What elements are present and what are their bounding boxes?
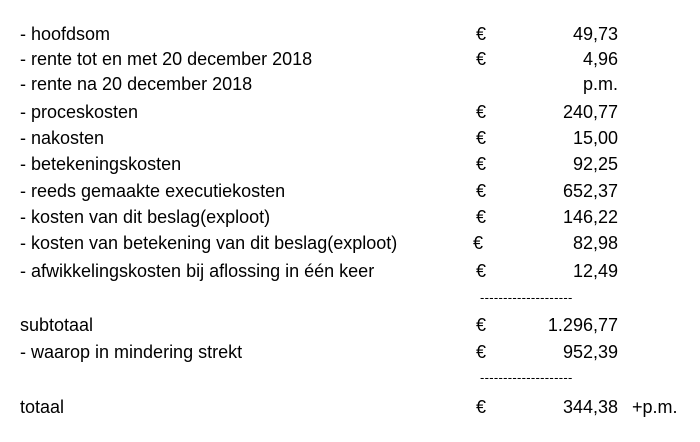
subtotal-label: subtotaal [20,315,94,335]
item-amount: 49,73 [572,24,618,44]
item-amount: 82,98 [572,233,618,253]
line-item-rente-tot [0,47,700,71]
separator-line [0,368,700,388]
line-item-rente-na [0,72,700,96]
currency-symbol: € [476,49,487,69]
item-label: - rente na 20 december 2018 [20,74,253,94]
currency-symbol: € [476,102,487,122]
item-label: - kosten van betekening van dit beslag(exploot) [20,233,398,253]
line-item-executiekosten [0,179,700,203]
currency-symbol: € [476,315,487,335]
line-item-betekening-beslag [0,231,700,255]
item-amount: 12,49 [572,261,618,281]
line-item-nakosten [0,126,700,150]
total-row [0,395,700,419]
currency-symbol: € [476,207,487,227]
separator-line [0,288,700,308]
reduction-label: - waarop in mindering strekt [20,342,243,362]
subtotal-row [0,313,700,337]
item-label: - nakosten [20,128,105,148]
dash-rule: -------------------- [480,290,573,305]
currency-symbol: € [476,261,487,281]
dash-rule: -------------------- [480,370,573,385]
item-label: - proceskosten [20,102,139,122]
reduction-row [0,340,700,364]
item-amount: 92,25 [572,154,618,174]
currency-symbol: € [476,154,487,174]
item-amount: 240,77 [562,102,618,122]
currency-symbol: € [476,24,487,44]
line-item-hoofdsom [0,22,700,46]
item-amount: 4,96 [582,49,618,69]
currency-symbol: € [476,397,487,417]
line-item-proceskosten [0,100,700,124]
item-label: - hoofdsom [20,24,111,44]
item-amount: p.m. [582,74,618,94]
total-amount: 344,38 [562,397,618,417]
reduction-amount: 952,39 [562,342,618,362]
subtotal-amount: 1.296,77 [547,315,618,335]
item-label: - kosten van dit beslag(exploot) [20,207,271,227]
item-amount: 652,37 [562,181,618,201]
total-suffix: +p.m. [632,397,678,417]
total-label: totaal [20,397,65,417]
item-label: - reeds gemaakte executiekosten [20,181,286,201]
item-label: - afwikkelingskosten bij aflossing in één keer [20,261,375,281]
line-item-beslag [0,205,700,229]
item-label: - rente tot en met 20 december 2018 [20,49,313,69]
currency-symbol: € [476,128,487,148]
line-item-betekeningskosten [0,152,700,176]
item-amount: 146,22 [562,207,618,227]
line-item-afwikkelingskosten [0,259,700,283]
item-label: - betekeningskosten [20,154,182,174]
currency-symbol: € [476,342,487,362]
currency-symbol: € [476,181,487,201]
currency-symbol: € [473,233,484,253]
item-amount: 15,00 [572,128,618,148]
